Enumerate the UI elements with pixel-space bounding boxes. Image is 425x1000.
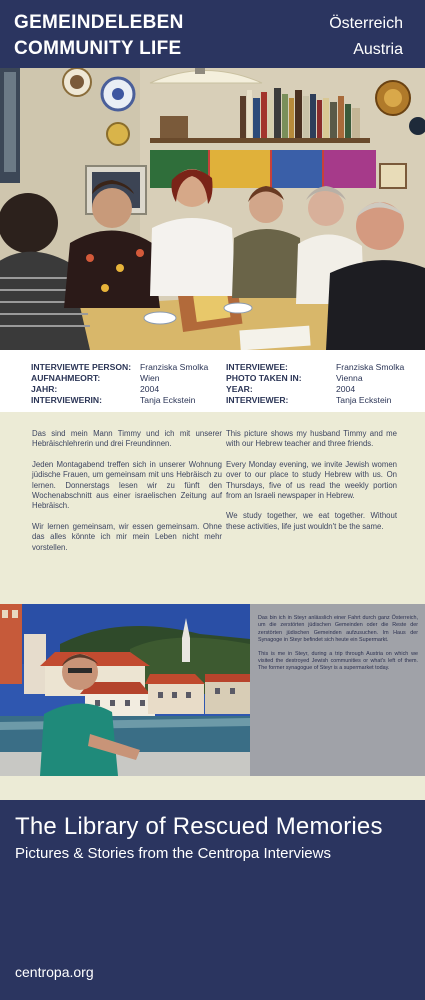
info-value-en-interviewee	[336, 362, 404, 373]
info-value: Tanja Eckstein	[140, 395, 196, 405]
info-value: 2004	[336, 384, 356, 394]
info-row-en-interviewer	[226, 395, 288, 406]
info-row-de-interviewer	[31, 395, 102, 406]
kitchen-group-photo	[0, 68, 425, 350]
header-banner	[0, 0, 425, 68]
info-value: Franziska Smolka	[336, 362, 405, 372]
main-photo	[0, 68, 425, 350]
info-label: YEAR:	[226, 384, 253, 394]
info-row-en-interviewee	[226, 362, 288, 373]
steyr-town-photo	[0, 604, 250, 776]
story-english	[226, 429, 397, 542]
info-label: AUFNAHMEORT:	[31, 373, 101, 383]
library-title: The Library of Rescued Memories	[15, 813, 383, 840]
info-label: INTERVIEWEE:	[226, 362, 288, 372]
footer-banner	[0, 800, 425, 1000]
story-paragraph: Das sind mein Mann Timmy und ich mit unserer Hebräischlehrerin und drei Freundinnen.	[32, 429, 222, 449]
section-title-german: GEMEINDELEBEN	[14, 12, 184, 33]
info-value: Tanja Eckstein	[336, 395, 392, 405]
story-paragraph: Wir lernen gemeinsam, wir essen gemeinsam. Ohne das alles könnte ich mir mein Leben nicht mehr vorstellen.	[32, 521, 222, 552]
info-row-de-interviewee	[31, 362, 131, 373]
info-label: INTERVIEWTE PERSON:	[31, 362, 132, 372]
interview-info	[0, 350, 425, 412]
info-row-en-location	[226, 373, 302, 384]
info-label: INTERVIEWER:	[226, 395, 289, 405]
info-value-en-year	[336, 384, 355, 395]
info-value-de-interviewee	[140, 362, 208, 373]
info-value-en-location	[336, 373, 363, 384]
story-paragraph: Jeden Montagabend treffen sich in unserer Wohnung jüdische Frauen, um gemeinsam mit uns Hebräisch zu lernen. Donnerstags lesen wir zu fünft den Wochenabschnitt aus einer israelischen Zeitung auf Hebräisch.	[32, 459, 222, 511]
steyr-caption	[258, 615, 418, 679]
story-german	[32, 429, 222, 563]
caption-german: Das bin ich in Steyr anlässlich einer Fahrt durch ganz Österreich, um die zerstörten jüdischen Gemeinden oder die Reste der zerstörten jüdischen Gemeinden aufzusuchen. Im Haus der Synagoge in Steyr befindet sich heute ein Supermarkt.	[258, 615, 418, 644]
info-value-de-location	[140, 373, 160, 384]
info-value: Franziska Smolka	[140, 362, 209, 372]
section-title-english: COMMUNITY LIFE	[14, 38, 182, 59]
story-paragraph: Every Monday evening, we invite Jewish women over to our place to study Hebrew with us. On Thursdays, five of us read the weekly portion from an Israeli newspaper in Hebrew.	[226, 459, 397, 501]
country-german: Österreich	[329, 15, 403, 32]
info-value: Vienna	[336, 373, 363, 383]
steyr-photo	[0, 604, 250, 776]
caption-english: This is me in Steyr, during a trip through Austria on which we visited the destroyed Jewish communities or what's left of them. The former synagogue of Steyr is a supermarket today.	[258, 650, 418, 672]
story-paragraph: We study together, we eat together. Without these activities, life just wouldn't be the same.	[226, 511, 397, 531]
info-label: PHOTO TAKEN IN:	[226, 373, 302, 383]
info-value-de-year	[140, 384, 159, 395]
info-label: INTERVIEWERIN:	[31, 395, 102, 405]
info-value-de-interviewer	[140, 395, 195, 406]
divider-strip	[0, 776, 425, 800]
library-subtitle: Pictures & Stories from the Centropa Interviews	[15, 845, 331, 862]
steyr-photo-section	[0, 604, 425, 776]
info-label: JAHR:	[31, 384, 58, 394]
info-row-de-year	[31, 384, 57, 395]
website-link[interactable]: centropa.org	[15, 964, 94, 980]
info-value: Wien	[140, 373, 160, 383]
info-row-de-location	[31, 373, 100, 384]
country-english: Austria	[353, 41, 403, 58]
info-value: 2004	[140, 384, 160, 394]
story-section	[0, 412, 425, 604]
info-value-en-interviewer	[336, 395, 391, 406]
story-paragraph: This picture shows my husband Timmy and me with our Hebrew teacher and three friends.	[226, 429, 397, 449]
info-row-en-year	[226, 384, 253, 395]
